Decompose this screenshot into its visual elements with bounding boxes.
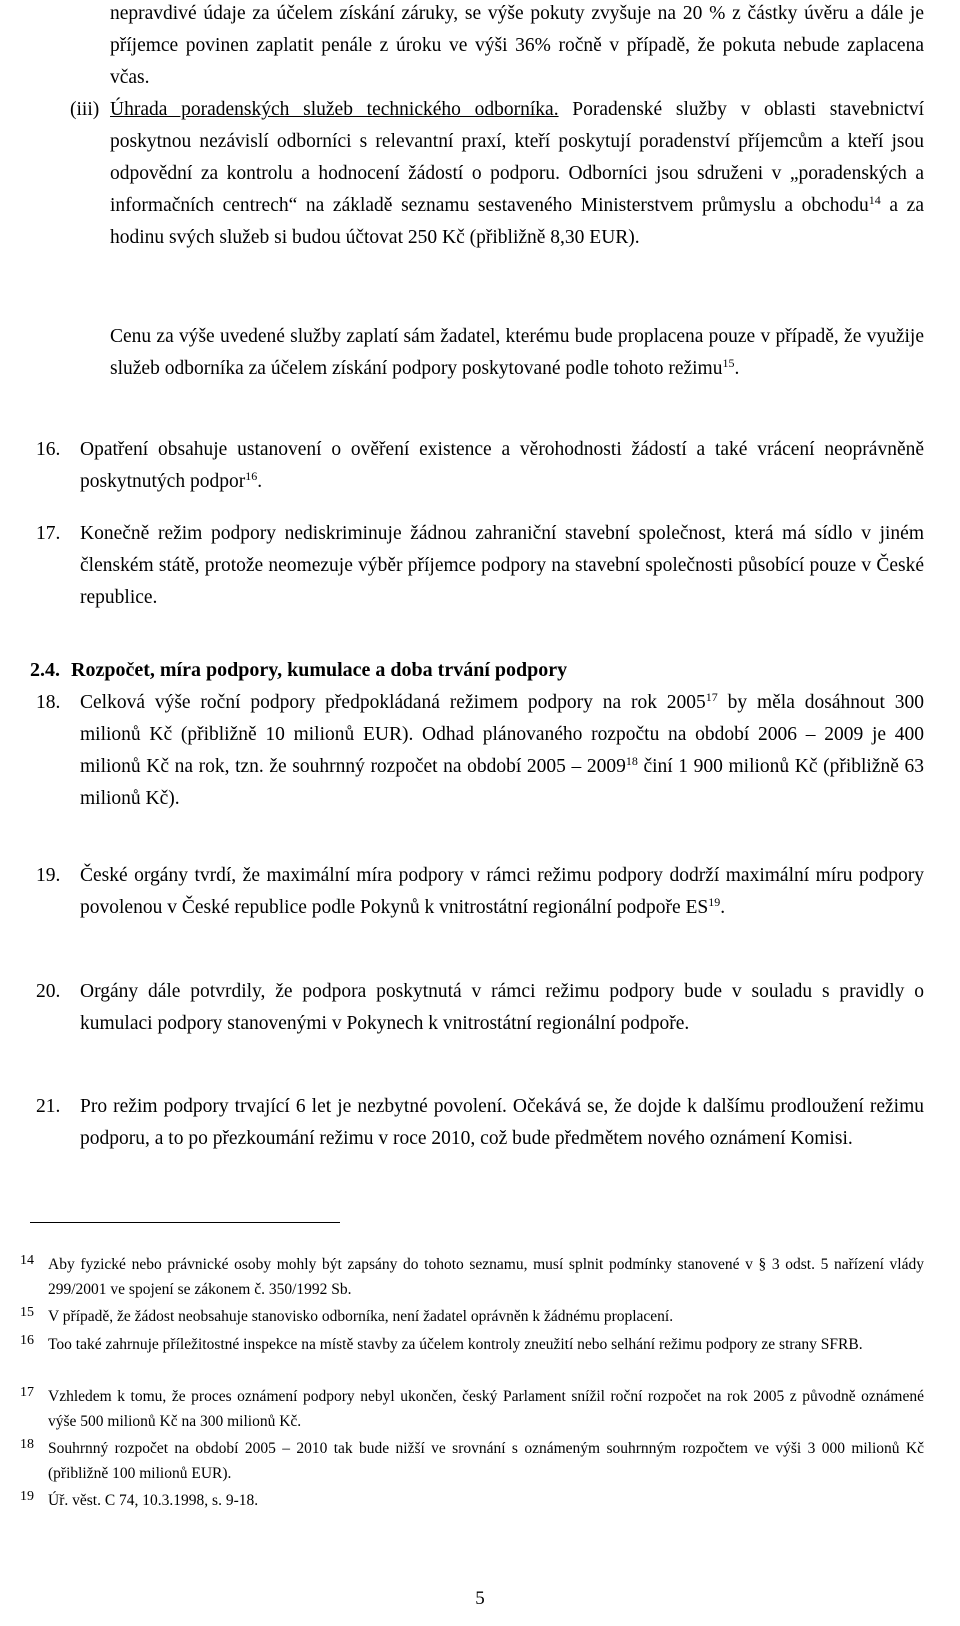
footnote-number: 17 (20, 1385, 34, 1400)
paragraph-20 (36, 976, 924, 1040)
paragraph-text: České orgány tvrdí, že maximální míra podpory v rámci režimu podpory dodrží maximální míru podpory povolenou v České republice podle Pokynů k vnitrostátní regionální podpoře ES (80, 865, 924, 918)
paragraph-text: Celková výše roční podpory předpokládaná režimem podpory na rok 2005 (80, 692, 706, 713)
paragraph-text: Cenu za výše uvedené služby zaplatí sám žadatel, kterému bude proplacena pouze v případě, že využije služeb odborníka za účelem získání podpory poskytované podle tohoto režimu (110, 326, 924, 379)
footnote-18 (20, 1436, 924, 1486)
paragraph-21 (36, 1091, 924, 1155)
footnote-divider (30, 1222, 340, 1223)
section-number: 2.4. (30, 659, 60, 681)
paragraph-text: činí 1 900 milionů Kč (přibližně 63 milionů Kč). (80, 756, 924, 809)
footnote-ref[interactable]: 17 (705, 690, 718, 704)
item-title: Úhrada poradenských služeb technického odborníka. (110, 99, 559, 120)
footnote-text: Vzhledem k tomu, že proces oznámení podpory nebyl ukončen, český Parlament snížil roční rozpočet na rok 2005 z původně oznámené výše 500 milionů Kč na 300 milionů Kč. (48, 1388, 924, 1430)
footnote-text: Úř. věst. C 74, 10.3.1998, s. 9-18. (48, 1492, 259, 1509)
paragraph-17 (36, 518, 924, 614)
section-title: Rozpočet, míra podpory, kumulace a doba trvání podpory (71, 659, 568, 681)
footnote-text: Souhrnný rozpočet na období 2005 – 2010 tak bude nižší ve srovnání s oznámeným souhrnným rozpočtem ve výši 3 000 milionů Kč (přibližně 100 milionů EUR). (48, 1440, 924, 1482)
paragraph-text: Pro režim podpory trvající 6 let je nezbytné povolení. Očekává se, že dojde k dalšímu prodloužení režimu podporu, a to po přezkoumání režimu v roce 2010, což bude předmětem nového oznámení Komisi. (80, 1096, 924, 1149)
footnote-number: 19 (20, 1489, 34, 1504)
paragraph-text: Konečně režim podpory nediskriminuje žádnou zahraniční stavební společnost, která má sídlo v jiném členském státě, protože neomezuje výběr příjemce podpory na stavební společnosti působící pouze v České republice. (80, 523, 924, 608)
page-number: 5 (475, 1588, 485, 1609)
footnote-number: 15 (20, 1305, 34, 1320)
paragraph-text: . (734, 358, 740, 379)
paragraph-text: . (720, 897, 726, 918)
paragraph-19 (36, 860, 924, 924)
footnote-19 (20, 1488, 924, 1513)
paragraph-number: 19. (36, 865, 61, 886)
paragraph-number: 17. (36, 523, 61, 544)
footnote-number: 14 (20, 1253, 34, 1268)
item-iii (70, 94, 924, 254)
footnote-ref[interactable]: 14 (868, 193, 881, 207)
paragraph-number: 20. (36, 981, 61, 1002)
footnote-ref[interactable]: 18 (625, 754, 638, 768)
footnote-14 (20, 1252, 924, 1302)
continuation-paragraph: nepravdivé údaje za účelem získání záruky, se výše pokuty zvyšuje na 20 % z částky úvěru a dále je příjemce povinen zaplatit penále z úroku ve výši 36% ročně v případě, že pokuta nebude zaplacena včas. (110, 3, 924, 88)
paragraph-text: Opatření obsahuje ustanovení o ověření existence a věrohodnosti žádostí a také vrácení neoprávněně poskytnutých podpor (80, 439, 924, 492)
footnote-text: V případě, že žádost neobsahuje stanovisko odborníka, není žadatel oprávněn k žádnému proplacení. (48, 1308, 674, 1325)
paragraph-18 (36, 687, 924, 815)
footnote-ref[interactable]: 15 (722, 356, 735, 370)
item-label: (iii) (70, 99, 100, 120)
footnote-15 (20, 1304, 924, 1329)
paragraph-number: 16. (36, 439, 61, 460)
item-iii-paragraph-2 (110, 321, 924, 385)
footnote-text: Too také zahrnuje příležitostné inspekce na místě stavby za účelem kontroly zneužití nebo selhání režimu podpory ze strany SFRB. (48, 1336, 863, 1353)
footnote-ref[interactable]: 19 (708, 895, 721, 909)
paragraph-16 (36, 434, 924, 498)
item-text: a za hodinu svých služeb si budou účtovat 250 Kč (přibližně 8,30 EUR). (110, 195, 924, 248)
paragraph-number: 18. (36, 692, 61, 713)
paragraph-text: Orgány dále potvrdily, že podpora poskytnutá v rámci režimu podpory bude v souladu s pravidly o kumulaci podpory stanovenými v Pokynech k vnitrostátní regionální podpoře. (80, 981, 924, 1034)
paragraph-text: by měla dosáhnout 300 milionů Kč (přibližně 10 milionů EUR). Odhad plánovaného rozpočtu na období 2006 – 2009 je 400 milionů Kč na rok, tzn. že souhrnný rozpočet na období 2005 – 2009 (80, 692, 924, 777)
item-text: Poradenské služby v oblasti stavebnictví poskytnou nezávislí odborníci s relevantní praxí, kteří poskytují poradenství příjemcům a kteří jsou odpovědní za kontrolu a hodnocení žádostí o podporu. Odborníci jsou sdruženi v „poradenských a informačních centrech“ na základě seznamu sestaveného Ministerstvem průmyslu a obchodu (110, 99, 924, 216)
paragraph-number: 21. (36, 1096, 61, 1117)
footnote-16 (20, 1332, 924, 1357)
footnote-number: 18 (20, 1437, 34, 1452)
section-heading (30, 654, 567, 686)
footnote-number: 16 (20, 1333, 34, 1348)
footnote-ref[interactable]: 16 (245, 469, 258, 483)
footnote-text: Aby fyzické nebo právnické osoby mohly být zapsány do tohoto seznamu, musí splnit podmínky stanovené v § 3 odst. 5 nařízení vlády 299/2001 ve spojení se zákonem č. 350/1992 Sb. (48, 1256, 924, 1298)
paragraph-text: . (257, 471, 263, 492)
footnote-17 (20, 1384, 924, 1434)
